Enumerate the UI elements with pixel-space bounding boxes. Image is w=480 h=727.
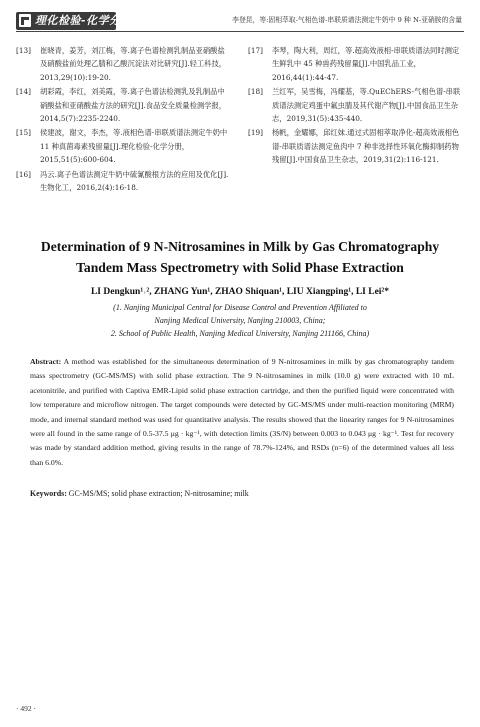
page-header [0, 0, 480, 30]
english-title [16, 236, 464, 278]
journal-name: 理化检验-化学分册 [35, 14, 133, 27]
reference-text: 崔晓青，姜芳，刘江梅，等.离子色谱检测乳制品亚硝酸盐及硝酸盐前处理乙腈和乙酸沉淀法对比研究[J].轻工科技，2013,29(10):19-20. [40, 46, 227, 82]
page-number: · 492 · [16, 704, 36, 713]
header-divider [16, 31, 464, 32]
reference-item [248, 126, 464, 166]
abstract-label: Abstract: [30, 357, 62, 366]
affiliation-line-3: 2. School of Public Health, Nanjing Medical University, Nanjing 211166, China) [110, 329, 370, 338]
reference-item [248, 85, 464, 125]
reference-number: [13] [16, 46, 31, 55]
author-list: LI Dengkun¹˒², ZHANG Yun¹, ZHAO Shiquan¹, LIU Xiangping¹, LI Lei²* [90, 287, 390, 297]
abstract-paragraph [30, 355, 454, 470]
references-left-column [16, 44, 232, 195]
reference-text: 李琴，陶大利，周红，等.超高效液相-串联质谱法同时测定生鲜乳中 45 种兽药残留量[J].中国乳品工业，2016,44(1):44-47. [272, 46, 460, 82]
reference-number: [17] [248, 46, 263, 55]
reference-number: [15] [16, 128, 31, 138]
reference-text: 杨帆，金耀娜，邱红妹.通过式固相萃取净化-超高效液相色谱-串联质谱法测定鱼肉中 7 种非选择性环氧化酶抑制药物残留[J].中国食品卫生杂志，2019,31(2):116-121. [272, 128, 460, 165]
reference-text: 冯云.离子色谱法测定牛奶中硫氰酸根方法的应用及优化[J].生物化工，2016,2(4):16-18. [40, 169, 229, 193]
reference-number: [19] [248, 128, 263, 138]
keywords-label: Keywords: [30, 489, 67, 498]
keywords-text: GC-MS/MS; solid phase extraction; N-nitrosamine; milk [66, 489, 249, 498]
reference-text: 兰红军，吴雪梅，冯耀基，等.QuEChERS-气相色谱-串联质谱法测定鸡蛋中氟虫腈及其代谢产物[J].中国食品卫生杂志，2019,31(5):435-440. [272, 87, 461, 124]
reference-number: [16] [16, 169, 31, 179]
reference-number: [14] [16, 87, 31, 97]
abstract-text: A method was established for the simultaneous determination of 9 N-nitrosamines in milk by gas chromatography tandem mass spectrometry (GC-MS/MS) with solid phase extraction. The 9 N-nitrosamines in milk (10.0 g) were extracted with 10 mL acetonitrile, and purified with Captiva EMR-Lipid solid phase extraction cartridge, and then the purified liquid were concentrated with low temperature and microflow nitrogen. The target compounds were detected by GC-MS/MS under multi-reaction monitoring (MRM) mode, and internal standard method was used for quantitative analysis. The results showed that the linearity ranges for 9 N-nitrosamines were all found in the same range of 0.5-37.5 μg · kg⁻¹, with detection limits (3S/N) between 0.003 to 0.043 μg · kg⁻¹. Test for recovery was made by standard addition method, giving results in the range of 78.7%-124%, and RSDs (n=6) of the determined values all less than 6.0%. [30, 357, 454, 467]
reference-item [16, 85, 232, 125]
affiliation-line-2: Nanjing Medical University, Nanjing 210003, China; [154, 316, 326, 325]
journal-emblem-icon [19, 14, 31, 27]
running-head: 李登昆，等:固相萃取-气相色谱-串联质谱法测定牛奶中 9 种 N-亚硝胺的含量 [232, 16, 462, 24]
reference-item [16, 44, 232, 84]
reference-text: 胡彩霞，李红，刘美霞，等.离子色谱法检测乳及乳制品中硝酸盐和亚硝酸盐方法的研究[J].食品安全质量检测学报，2014,5(7):2235-2240. [40, 87, 227, 124]
affiliation-line-1: (1. Nanjing Municipal Central for Disease Control and Prevention Affiliated to [113, 303, 367, 312]
english-title-line-1: Determination of 9 N-Nitrosamines in Milk by Gas Chromatography [40, 239, 440, 254]
references-right-column [248, 44, 464, 168]
english-title-line-2: Tandem Mass Spectrometry with Solid Phase Extraction [76, 260, 404, 275]
reference-item [16, 126, 232, 166]
reference-item [16, 168, 232, 195]
keywords-line [30, 487, 454, 500]
reference-item [248, 44, 464, 84]
reference-text: 侯建波，谢文，李杰，等.液相色谱-串联质谱法测定牛奶中 11 种真菌毒素残留量[J].理化检验-化学分册，2015,51(5):600-604. [40, 128, 228, 165]
reference-number: [18] [248, 87, 263, 97]
